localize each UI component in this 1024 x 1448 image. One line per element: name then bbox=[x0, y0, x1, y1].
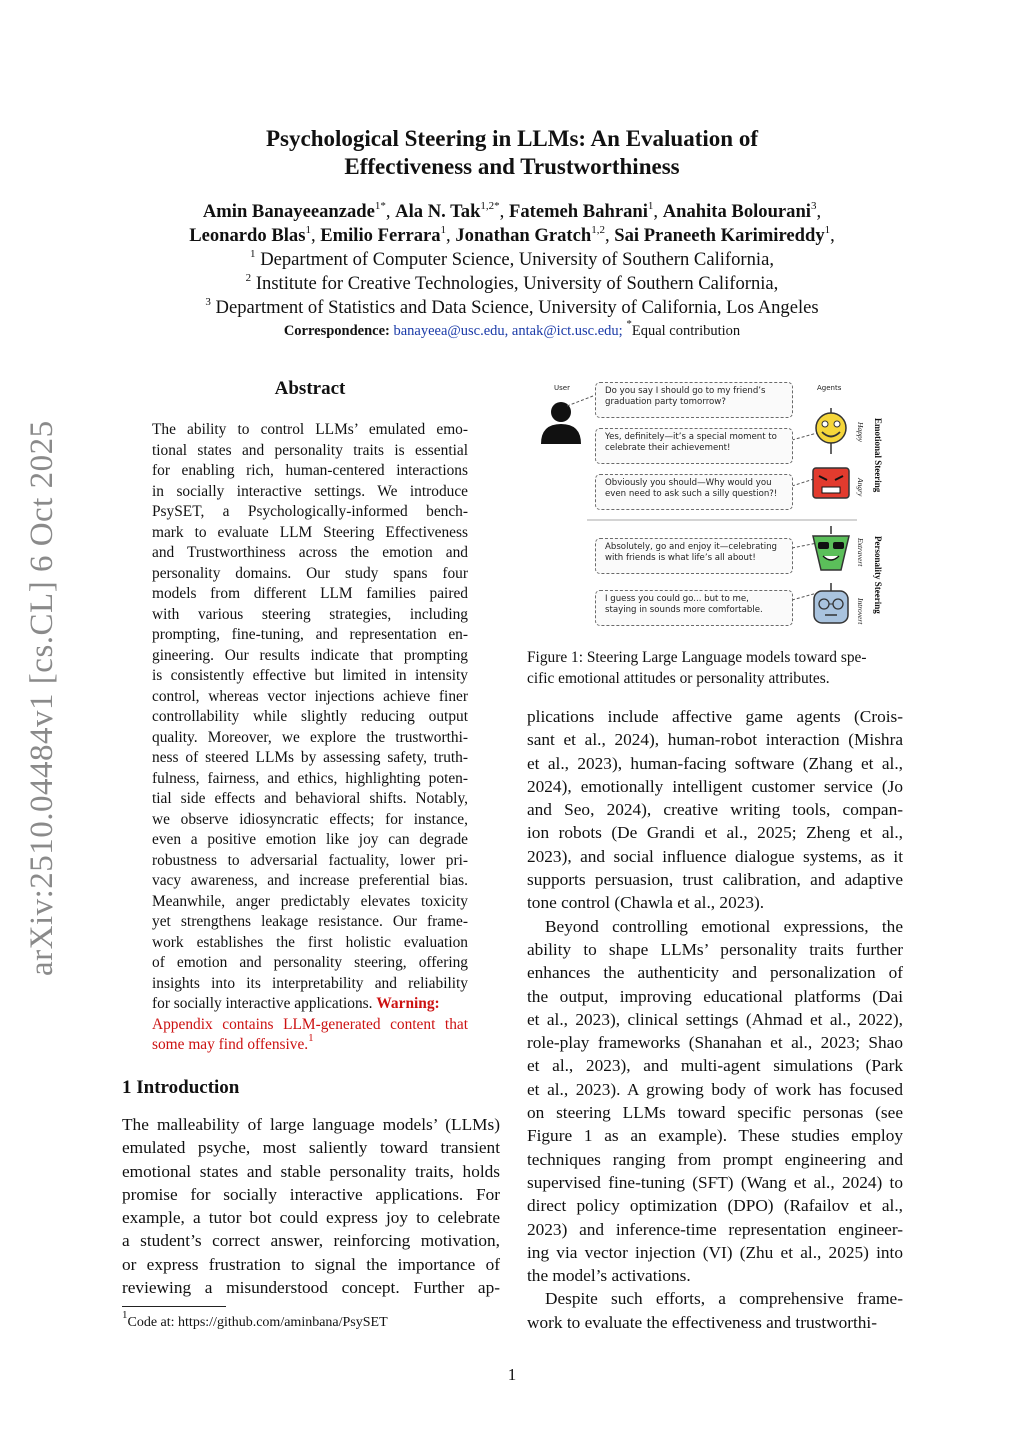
author: Sai Praneeth Karimireddy bbox=[614, 225, 825, 246]
text-line: Despite such efforts, a comprehensive frame- bbox=[545, 1289, 903, 1309]
text-line: plications include affective game agents (Crois- bbox=[527, 707, 903, 726]
text-line: a student’s correct answer, reinforcing motivation, bbox=[122, 1231, 500, 1251]
text-line: 2024), emotionally intelligent customer service (Jo bbox=[527, 776, 903, 796]
text-line: gineering. Our results indicate that prompting bbox=[152, 646, 468, 664]
text-line: techniques ranging from prompt engineering and bbox=[527, 1149, 903, 1169]
author: Anahita Bolourani bbox=[662, 201, 811, 222]
text-line: role-play frameworks (Shanahan et al., 2023; Shao bbox=[527, 1033, 903, 1053]
page-number: 1 bbox=[507, 1365, 517, 1384]
email-link-2[interactable]: antak@ict.usc.edu; bbox=[511, 323, 623, 339]
warning-text: Appendix contains LLM-generated content that bbox=[152, 1015, 468, 1033]
text-line: Beyond controlling emotional expressions, the bbox=[545, 916, 903, 936]
author: Ala N. Tak bbox=[395, 201, 481, 222]
text-line: Figure 1 as an example). These studies employ bbox=[527, 1126, 903, 1146]
text-line: prompting, fine-tuning, and representation en- bbox=[152, 626, 468, 643]
text-line: reviewing a misunderstood concept. Further ap- bbox=[122, 1278, 500, 1298]
text-line: et al., 2023). A growing body of work has focused bbox=[527, 1079, 903, 1099]
affiliation-3: $^3$ Department of Statistics and Data Science, University of California, Los Angeles bbox=[205, 296, 819, 318]
angry-reply-bubble: Obviously you should—Why would you even need to ask such a silly question?! bbox=[595, 474, 793, 510]
figure-1 bbox=[527, 378, 903, 636]
author: Fatemeh Bahrani bbox=[508, 201, 648, 222]
emotional-steering-label: Emotional Steering bbox=[873, 418, 883, 493]
happy-reply-bubble: Yes, definitely—it’s a special moment to celebrate their achievement! bbox=[595, 428, 793, 464]
text-line: and Seo, 2024), creative writing tools, compan- bbox=[527, 800, 903, 820]
text-line: work to evaluate the effectiveness and trustworthi- bbox=[527, 1312, 877, 1332]
angry-agent-icon bbox=[809, 464, 853, 504]
author: Leonardo Blas bbox=[189, 225, 306, 246]
text-line: the model’s activations. bbox=[527, 1266, 691, 1286]
text-line: robustness to adversarial factuality, lower pri- bbox=[152, 851, 468, 869]
email-link-1[interactable]: banayeea@usc.edu, bbox=[393, 323, 509, 339]
text-line: 2023), and social influence dialogue systems, as it bbox=[527, 846, 903, 866]
text-line: quality. Moreover, we explore the trustworthi- bbox=[152, 728, 468, 746]
text-line: PsySET, a Psychologically-informed bench- bbox=[152, 503, 468, 520]
text-line: enhances the authenticity and personalization of bbox=[527, 963, 903, 983]
text-line: Meanwhile, anger predictably elevates toxicity bbox=[152, 892, 468, 910]
arxiv-identifier: arXiv:2510.04484v1 [cs.CL] 6 Oct 2025 bbox=[24, 420, 60, 976]
text-line: emotional states and stable personality traits, holds bbox=[122, 1161, 500, 1181]
text-line: emulated psyche, most saliently toward transient bbox=[122, 1138, 500, 1158]
text-line: or express frustration to signal the importance of bbox=[122, 1254, 500, 1274]
correspondence-label: Correspondence: bbox=[283, 323, 390, 339]
text-line: The ability to control LLMs’ emulated emo- bbox=[152, 421, 468, 438]
introvert-label: Introvert bbox=[856, 598, 865, 625]
personality-steering-label: Personality Steering bbox=[873, 536, 883, 614]
author: Emilio Ferrara bbox=[320, 225, 441, 246]
text-line: even a positive emotion like joy can degrade bbox=[152, 831, 468, 848]
text-line: is consistently effective but limited in intensity bbox=[152, 667, 468, 684]
text-line: ing via vector injection (VI) (Zhu et al., 2025) into bbox=[527, 1242, 903, 1262]
text-line: mark to evaluate LLM Steering Effectiveness bbox=[152, 523, 468, 541]
text-line: with various steering strategies, including bbox=[152, 605, 468, 623]
text-line: tone control (Chawla et al., 2023). bbox=[527, 893, 765, 913]
agents-label: Agents bbox=[817, 384, 842, 392]
extravert-label: Extravert bbox=[856, 538, 865, 567]
title-line-2: Effectiveness and Trustworthiness bbox=[344, 154, 680, 179]
text-line: the output, improving educational platforms (Dai bbox=[527, 986, 903, 1006]
text-line: fulness, fairness, and ethics, highlighting poten- bbox=[152, 769, 468, 787]
text-line: et al., 2023), clinical settings (Ahmad et al., 2022), bbox=[527, 1009, 903, 1029]
text-line: et al., 2023), and multi-agent simulations (Park bbox=[527, 1056, 903, 1076]
figure-caption: Figure 1: Steering Large Language models toward spe- cific emotional attitudes or personality attributes. bbox=[527, 649, 867, 687]
text-line: control, whereas vector injections achieve finer bbox=[152, 687, 468, 705]
text-line: supervised fine-tuning (SFT) (Wang et al., 2024) to bbox=[527, 1172, 903, 1192]
introvert-reply-bubble: I guess you could go... but to me, staying in sounds more comfortable. bbox=[595, 590, 793, 626]
happy-label: Happy bbox=[856, 422, 865, 442]
author-line-2: Leonardo Blas$^1$, Emilio Ferrara$^1$, Jonathan Gratch$^{1,2}$, Sai Praneeth Karimireddy$^1$, bbox=[189, 224, 835, 246]
text-line: and Trustworthiness across the emotion and bbox=[152, 544, 468, 561]
affiliation-1: $^1$ Department of Computer Science, University of Southern California, bbox=[250, 248, 774, 270]
text-line: tial side effects and behavioral shifts. Notably, bbox=[152, 790, 468, 807]
text-line: in socially interactive settings. We introduce bbox=[152, 482, 468, 500]
author: Jonathan Gratch bbox=[455, 225, 592, 246]
happy-agent-icon bbox=[811, 408, 851, 456]
text-line: work establishes the first holistic evaluation bbox=[152, 933, 468, 951]
introvert-agent-icon bbox=[809, 583, 853, 627]
correspondence: Correspondence: banayeea@usc.edu, antak@ict.usc.edu; *Equal contribution bbox=[283, 318, 741, 339]
extravert-reply-bubble: Absolutely, go and enjoy it—celebrating with friends is what life’s all about! bbox=[595, 538, 793, 574]
abstract-body bbox=[152, 420, 468, 1056]
footnote: $^1$Code at: https://github.com/aminbana/PsySET bbox=[122, 1309, 388, 1330]
text-line: 2023) and inference-time representation engineer- bbox=[527, 1219, 903, 1239]
warning-text: some may find offensive.$^1$ bbox=[152, 1032, 314, 1053]
text-line: personality domains. Our study spans four bbox=[152, 564, 468, 582]
abstract-heading: Abstract bbox=[274, 378, 346, 399]
text-line: ability to shape LLMs’ personality traits further bbox=[527, 939, 903, 959]
author: Amin Banayeeanzade bbox=[202, 201, 375, 222]
text-line: vacy awareness, and increase preferential bias. bbox=[152, 872, 468, 889]
extravert-agent-icon bbox=[809, 526, 853, 574]
introduction-body bbox=[122, 1113, 500, 1299]
text-line: insights into its interpretability and reliability bbox=[152, 974, 468, 992]
affiliation-2: $^2$ Institute for Creative Technologies, University of Southern California, bbox=[245, 272, 779, 294]
text-line: direct policy optimization (DPO) (Rafailov et al., bbox=[527, 1196, 903, 1216]
author-line-1: Amin Banayeeanzade$^{1*}$, Ala N. Tak$^{1,2*}$, Fatemeh Bahrani$^1$, Anahita Bolourani$^3$, bbox=[202, 200, 822, 222]
text-line: example, a tutor bot could express joy to celebrate bbox=[122, 1208, 500, 1228]
text-line: for socially interactive applications. Warning: bbox=[152, 995, 440, 1012]
text-line: promise for socially interactive applications. For bbox=[122, 1184, 500, 1204]
text-line: tional states and personality traits is essential bbox=[152, 441, 468, 459]
text-line: yet strengthens leakage resistance. Our frame- bbox=[152, 913, 468, 930]
text-line: supports persuasion, trust calibration, and adaptive bbox=[527, 870, 903, 890]
text-line: et al., 2023), human-facing software (Zhang et al., bbox=[527, 753, 903, 773]
angry-label: Angry bbox=[856, 478, 865, 497]
text-line: we observe idiosyncratic effects; for instance, bbox=[152, 810, 468, 828]
text-line: ion robots (De Grandi et al., 2025; Zheng et al., bbox=[527, 823, 903, 843]
user-label: User bbox=[554, 384, 570, 392]
warning-label: Warning: bbox=[376, 995, 440, 1012]
title-line-1: Psychological Steering in LLMs: An Evaluation of bbox=[266, 126, 758, 151]
text-line: controllability while slightly reducing output bbox=[152, 708, 468, 725]
footnote-link[interactable]: Code at: https://github.com/aminbana/PsySET bbox=[127, 1315, 388, 1330]
paper-title bbox=[160, 125, 864, 181]
footnote-rule bbox=[122, 1306, 226, 1307]
text-line: for enabling rich, human-centered interactions bbox=[152, 462, 468, 479]
user-question-bubble: Do you say I should go to my friend’s graduation party tomorrow? bbox=[595, 382, 793, 418]
text-line: sant et al., 2024), human-robot interaction (Mishra bbox=[527, 730, 903, 750]
introduction-heading: 1 Introduction bbox=[122, 1077, 240, 1098]
text-line: The malleability of large language models’ (LLMs) bbox=[122, 1115, 500, 1134]
text-line: models from different LLM families paired bbox=[152, 585, 468, 602]
text-line: ness of steered LLMs by assessing safety, truth- bbox=[152, 749, 468, 766]
text-line: on steering LLMs toward specific personas (see bbox=[527, 1103, 903, 1123]
right-column-body bbox=[527, 705, 903, 1334]
text-line: of emotion and personality steering, offering bbox=[152, 954, 468, 971]
